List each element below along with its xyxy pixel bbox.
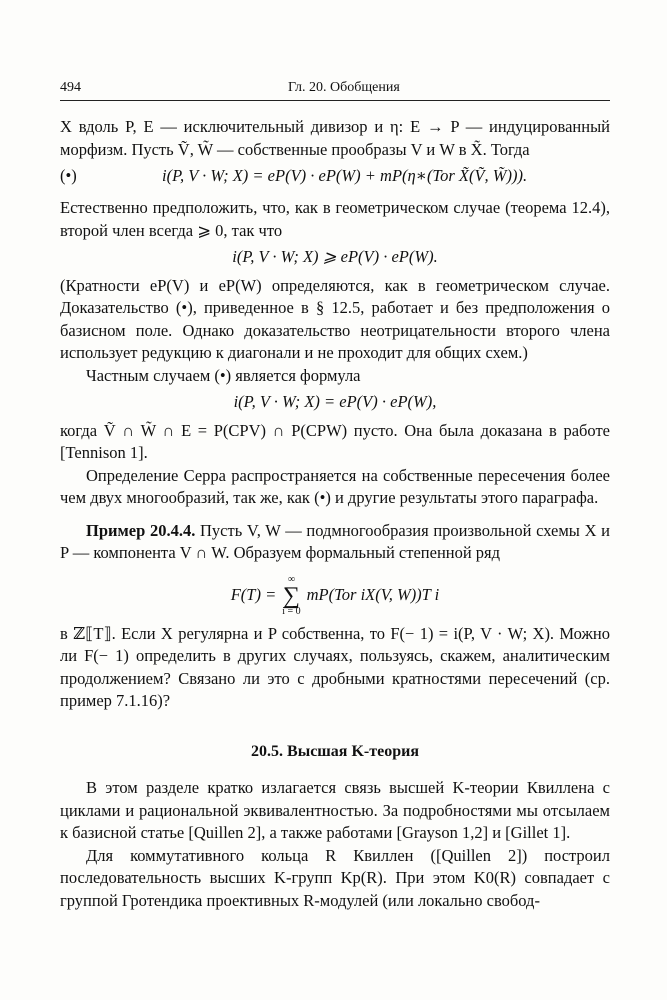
paragraph: Частным случаем (•) является формула — [86, 365, 361, 385]
sum-symbol: ∑ — [282, 582, 300, 609]
example-text: Пусть V, W — подмногообразия произвольной схемы X и P — компонента V ∩ W. Образуем формальный степенной ряд — [60, 520, 611, 562]
formula-inequality: i(P, V · W; X) ⩾ eP(V) · eP(W). — [232, 247, 438, 266]
page-header — [60, 80, 610, 102]
formula-star — [60, 165, 610, 191]
example-paragraph — [60, 520, 610, 565]
page-body — [60, 116, 610, 912]
series-left: F(T) = — [230, 585, 277, 605]
paragraph: (Кратности eP(V) и eP(W) определяются, как в геометрическом случае. Доказательство (•), приведенное в § 12.5, работает и без предположения о базисном поле. Однако доказательство неотрицательности второго члена использует редукцию к диагонали и не проходит для общих схем.) — [60, 275, 610, 362]
paragraph: В этом разделе кратко излагается связь высшей K-теории Квиллена с циклами и рациональной эквивалентностью. За подробностями мы отсылаем к базисной статье [Quillen 2], а также работами [Grayson 1,2] и [Gillet 1]. — [60, 778, 610, 842]
paragraph: X вдоль P, E — исключительный дивизор и η: E → P — индуцированный морфизм. Пусть Ṽ, W̃ — собственные прообразы V и W в X̃. Тогда — [60, 117, 610, 159]
header-rule — [60, 100, 610, 101]
section-title: 20.5. Высшая K-теория — [251, 742, 419, 760]
formula-series — [60, 573, 610, 619]
formula-equality: i(P, V · W; X) = eP(V) · eP(W), — [233, 392, 437, 411]
paragraph: Определение Серра распространяется на собственные пересечения более чем двух многообразий, так же, как (•) и другие результаты этого параграфа. — [60, 465, 610, 507]
formula-text: i(P, V · W; X) = eP(V) · eP(W) + mP(η∗(Tor X̃(Ṽ, W̃))). — [162, 166, 528, 185]
page-number: 494 — [60, 80, 81, 95]
chapter-title: Гл. 20. Обобщения — [288, 80, 400, 95]
series-right: mP(Tor iX(V, W))T i — [306, 585, 440, 605]
paragraph: в ℤ⟦T⟧. Если X регулярна и P собственна, то F(− 1) = i(P, V · W; X). Можно ли F(− 1) определить в других случаях, пользуясь, скажем, аналитическим продолжением? Связано ли это с дробными кратностями пересечений (ср. пример 7.1.16)? — [60, 623, 610, 710]
sum-lower: i = 0 — [282, 605, 301, 617]
sum-upper: ∞ — [287, 573, 295, 585]
sum-sign — [282, 574, 300, 618]
paragraph: когда Ṽ ∩ W̃ ∩ E = P(CPV) ∩ P(CPW) пусто. Она была доказана в работе [Tennison 1]. — [60, 420, 610, 462]
paragraph: Для коммутативного кольца R Квиллен ([Quillen 2]) построил последовательность высших K-групп Kp(R). При этом K0(R) совпадает с группой Гротендика проективных R-модулей (или локально свобод- — [60, 845, 610, 910]
formula-tag: (•) — [60, 166, 77, 185]
paragraph: Естественно предположить, что, как в геометрическом случае (теорема 12.4), второй член всегда ⩾ 0, так что — [60, 198, 610, 240]
example-label: Пример 20.4.4. — [86, 520, 196, 540]
